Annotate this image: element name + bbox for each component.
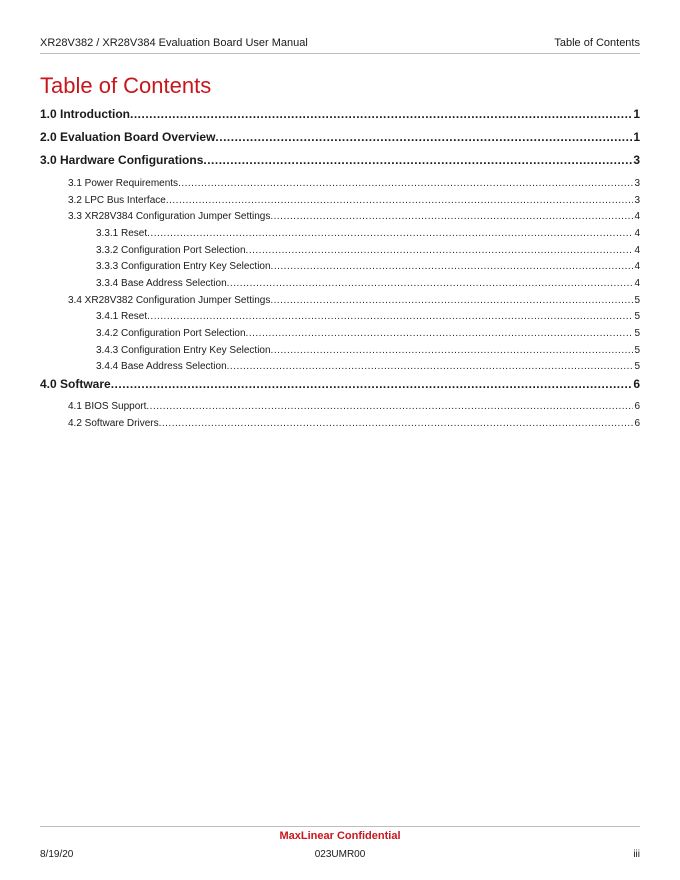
dot-leader <box>166 195 634 206</box>
toc-page-number: 4 <box>634 211 640 222</box>
dot-leader <box>130 107 632 121</box>
toc-entry-xr28v382-config-port-selection[interactable] <box>96 328 640 339</box>
toc-page-number: 5 <box>634 295 640 306</box>
toc-entry-xr28v384-entry-key-selection[interactable] <box>96 261 640 272</box>
toc-entry-label: 3.4.1 Reset <box>96 311 148 322</box>
toc-entry-label: 3.1 Power Requirements <box>68 178 179 189</box>
toc-page-number: 4 <box>634 228 640 239</box>
toc-page-number: 3 <box>633 153 640 167</box>
footer-document-number: 023UMR00 <box>314 849 366 860</box>
dot-leader <box>178 178 633 189</box>
toc-entry-label: 3.4.3 Configuration Entry Key Selection <box>96 345 271 356</box>
toc-entry-label: 3.0 Hardware Configurations <box>40 153 204 167</box>
toc-entry-power-requirements[interactable] <box>68 178 640 189</box>
toc-entry-bios-support[interactable] <box>68 401 640 412</box>
toc-entry-label: 4.0 Software <box>40 377 111 391</box>
toc-entry-hardware-configurations[interactable] <box>40 153 640 167</box>
toc-entry-xr28v384-reset[interactable] <box>96 228 640 239</box>
toc-entry-xr28v384-base-address-selection[interactable] <box>96 278 640 289</box>
dot-leader <box>246 328 634 339</box>
toc-page-number: 4 <box>634 278 640 289</box>
toc-entry-label: 3.3.4 Base Address Selection <box>96 278 227 289</box>
dot-leader <box>146 401 633 412</box>
toc-entry-introduction[interactable] <box>40 107 640 121</box>
header-section-name: Table of Contents <box>554 37 640 49</box>
page-title: Table of Contents <box>40 73 212 98</box>
toc-entry-label: 1.0 Introduction <box>40 107 130 121</box>
toc-entry-label: 4.1 BIOS Support <box>68 401 147 412</box>
toc-entry-label: 3.3.3 Configuration Entry Key Selection <box>96 261 271 272</box>
toc-page-number: 3 <box>634 178 640 189</box>
toc-page-number: 4 <box>634 245 640 256</box>
toc-entry-label: 4.2 Software Drivers <box>68 418 159 429</box>
toc-entry-software-drivers[interactable] <box>68 418 640 429</box>
toc-page-number: 5 <box>634 328 640 339</box>
toc-entry-label: 3.3.2 Configuration Port Selection <box>96 245 246 256</box>
dot-leader <box>270 295 633 306</box>
toc-page-number: 5 <box>634 311 640 322</box>
dot-leader <box>227 361 634 372</box>
toc-page-number: 6 <box>634 401 640 412</box>
toc-entry-xr28v382-reset[interactable] <box>96 311 640 322</box>
toc-entry-xr28v384-config-port-selection[interactable] <box>96 245 640 256</box>
toc-entry-label: 3.3.1 Reset <box>96 228 148 239</box>
toc-entry-label: 3.2 LPC Bus Interface <box>68 195 166 206</box>
dot-leader <box>227 278 634 289</box>
toc-entry-xr28v382-entry-key-selection[interactable] <box>96 345 640 356</box>
footer-divider <box>40 826 640 827</box>
header-divider <box>40 53 640 54</box>
dot-leader <box>246 245 634 256</box>
dot-leader <box>147 228 633 239</box>
toc-entry-software[interactable] <box>40 377 640 391</box>
toc-page-number: 1 <box>633 130 640 144</box>
page-header <box>40 37 640 53</box>
toc-entry-label: 3.4.4 Base Address Selection <box>96 361 227 372</box>
dot-leader <box>215 130 632 144</box>
header-document-title: XR28V382 / XR28V384 Evaluation Board User Manual <box>40 37 308 49</box>
toc-page-number: 5 <box>634 361 640 372</box>
toc-entry-label: 2.0 Evaluation Board Overview <box>40 130 216 144</box>
toc-entry-evaluation-board-overview[interactable] <box>40 130 640 144</box>
toc-entry-xr28v382-base-address-selection[interactable] <box>96 361 640 372</box>
dot-leader <box>271 345 634 356</box>
toc-entry-xr28v384-jumper-settings[interactable] <box>68 211 640 222</box>
toc-page-number: 1 <box>633 107 640 121</box>
dot-leader <box>271 261 634 272</box>
toc-page-number: 6 <box>634 418 640 429</box>
footer-date: 8/19/20 <box>40 849 74 860</box>
dot-leader <box>147 311 633 322</box>
toc-entry-label: 3.3 XR28V384 Configuration Jumper Settings <box>68 211 271 222</box>
toc-entry-xr28v382-jumper-settings[interactable] <box>68 295 640 306</box>
dot-leader <box>270 211 633 222</box>
dot-leader <box>203 153 632 167</box>
toc-page-number: 4 <box>634 261 640 272</box>
footer-page-number: iii <box>633 849 640 860</box>
dot-leader <box>159 418 634 429</box>
toc-entry-lpc-bus-interface[interactable] <box>68 195 640 206</box>
toc-page-number: 6 <box>633 377 640 391</box>
confidentiality-notice: MaxLinear Confidential <box>279 830 401 842</box>
toc-entry-label: 3.4 XR28V382 Configuration Jumper Settings <box>68 295 271 306</box>
dot-leader <box>111 377 633 391</box>
toc-page-number: 5 <box>634 345 640 356</box>
toc-page-number: 3 <box>634 195 640 206</box>
toc-entry-label: 3.4.2 Configuration Port Selection <box>96 328 246 339</box>
